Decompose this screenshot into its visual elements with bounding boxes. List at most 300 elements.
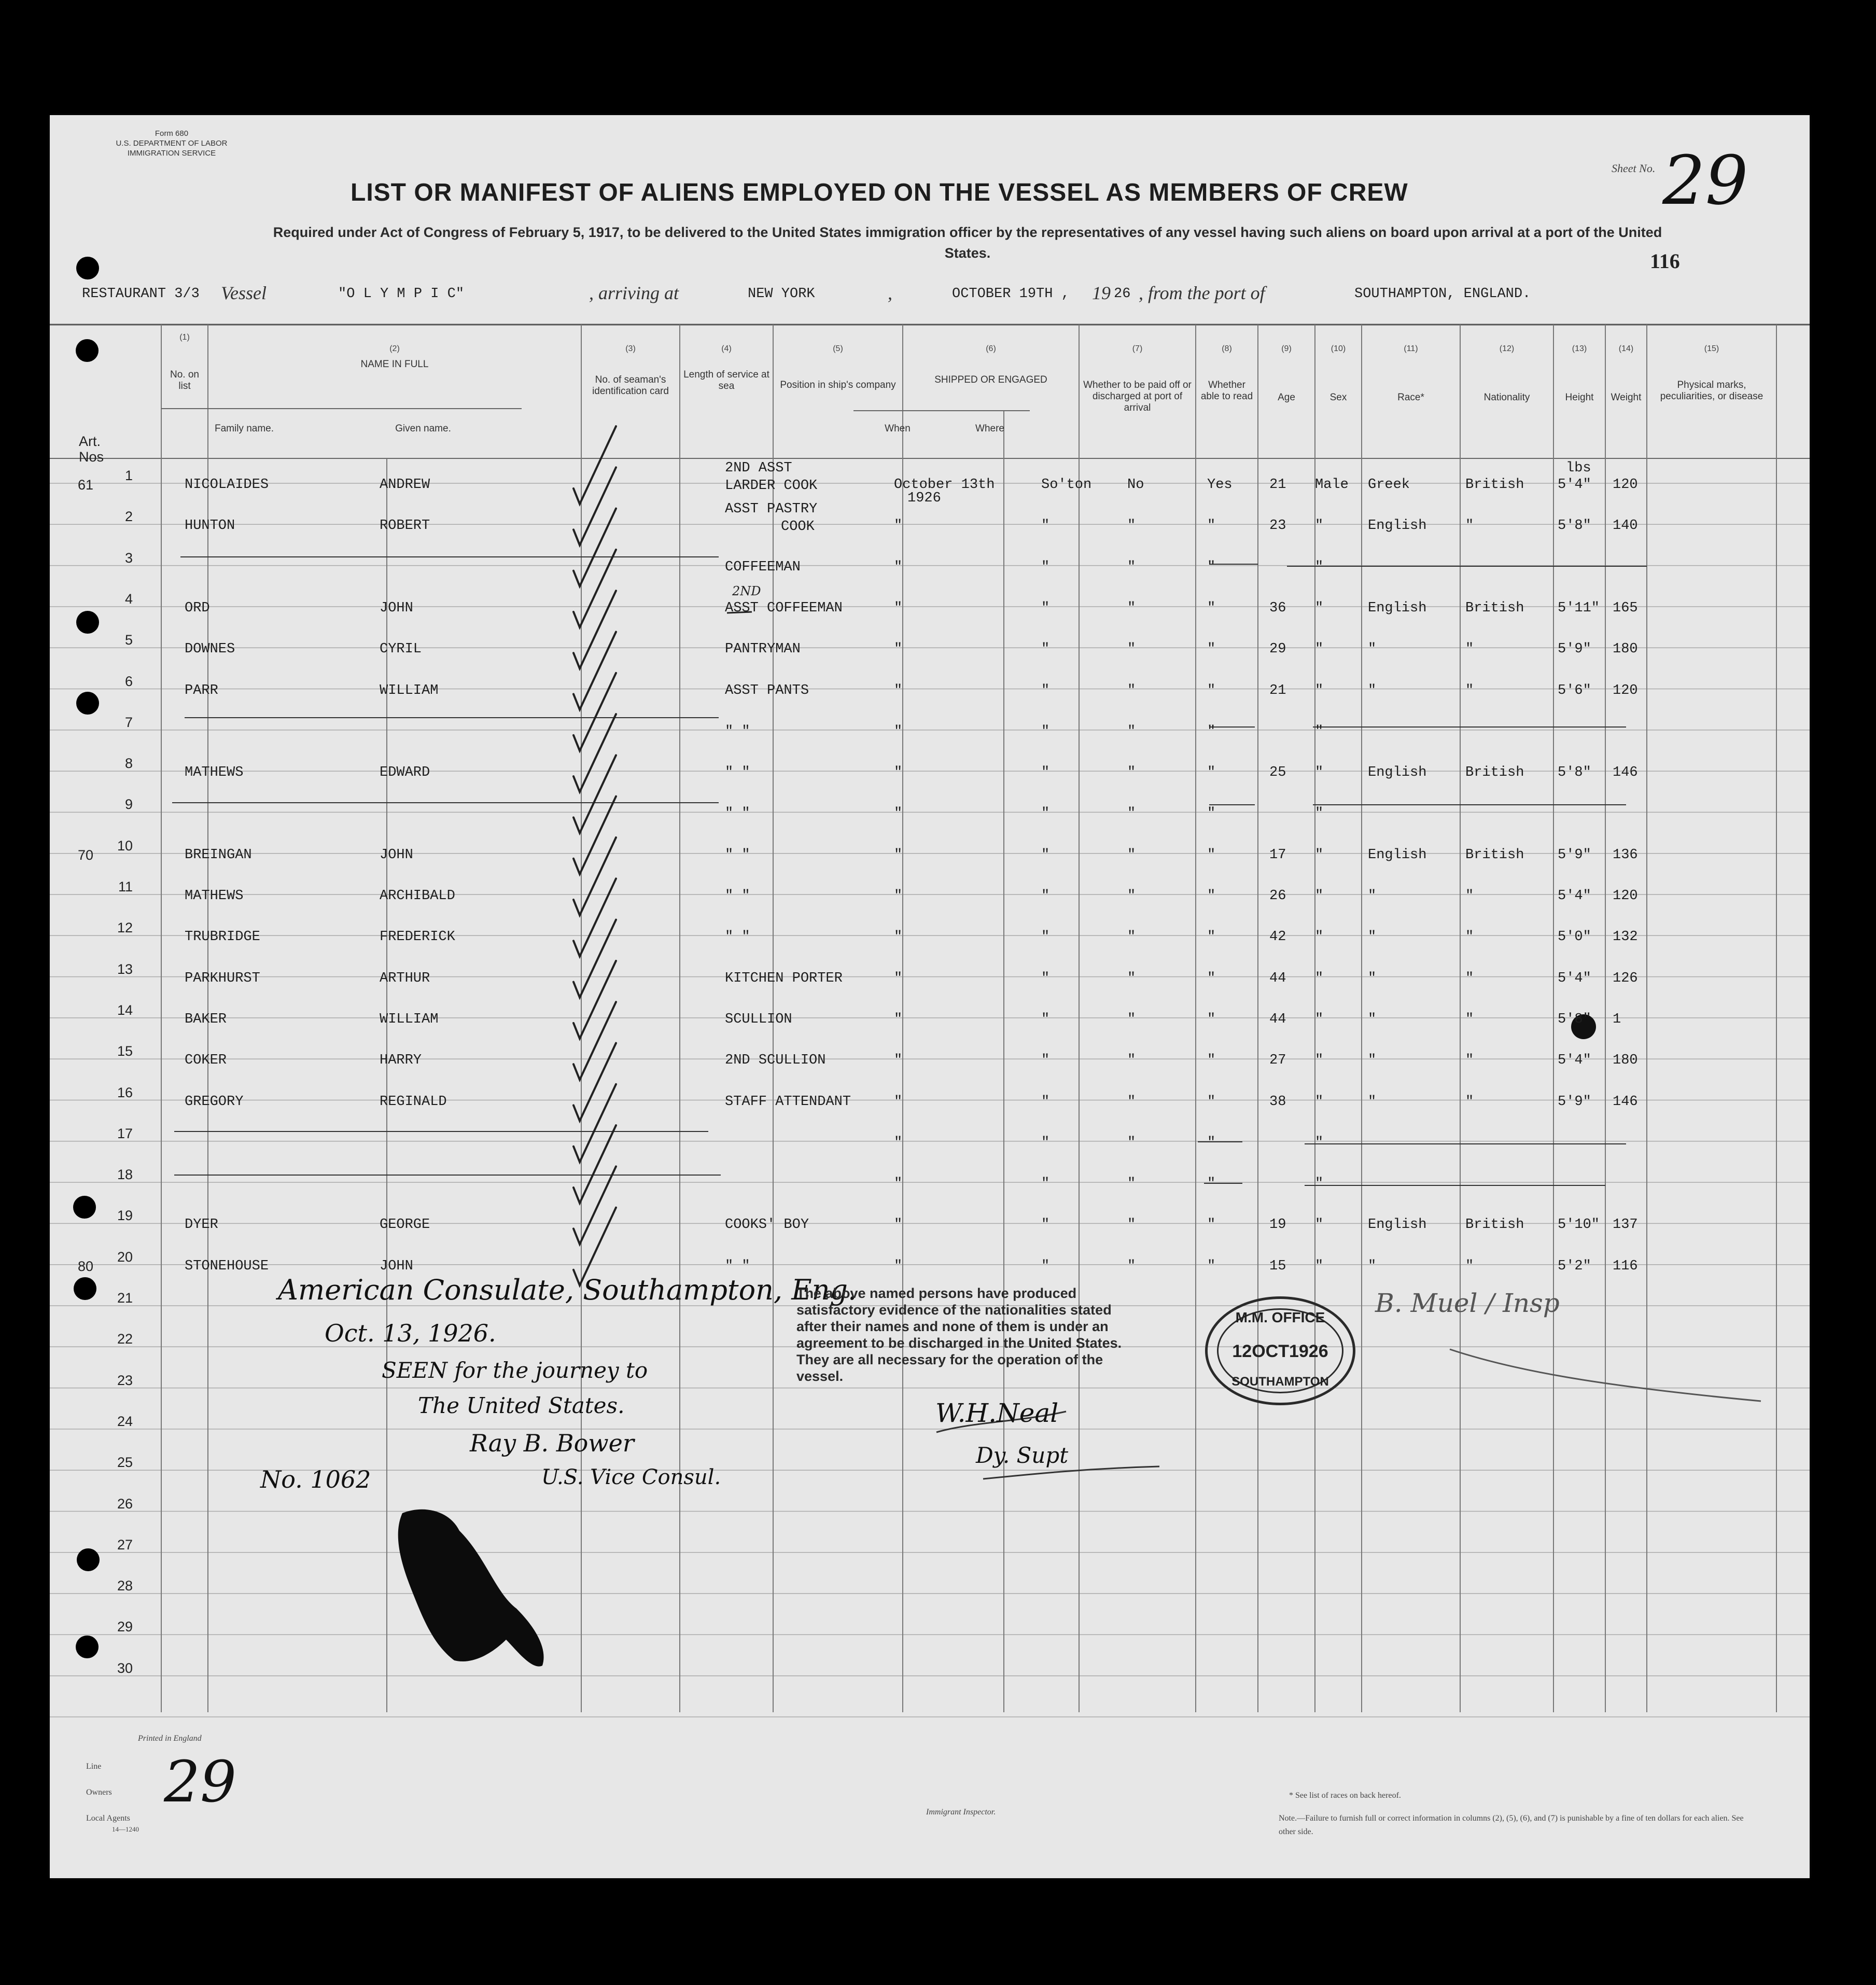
cell-no: 24 (117, 1413, 133, 1429)
cell-sex: " (1315, 1217, 1324, 1233)
cell-no: 20 (117, 1249, 133, 1265)
cell-no: 9 (124, 796, 133, 813)
inspector-initials: B. Muel / Insp (1375, 1288, 1560, 1318)
cell-where: " (1041, 1011, 1050, 1027)
cell-no: 8 (124, 756, 133, 772)
office-stamp (1205, 1296, 1355, 1405)
cell-height: 5'10" (1558, 1217, 1600, 1233)
cell-read: " (1207, 1011, 1216, 1027)
cell-when: " (894, 1094, 903, 1110)
cell-where: " (1041, 641, 1050, 658)
cell-art: 61 (78, 477, 94, 493)
cell-no: 7 (124, 714, 133, 730)
cell-weight: 180 (1613, 1053, 1638, 1069)
cell-pos: " " (725, 723, 750, 739)
cell-race: " (1368, 1053, 1377, 1069)
manifest-sheet (50, 115, 1810, 1878)
cell-sex: " (1315, 641, 1324, 658)
cell-no: 14 (117, 1002, 133, 1018)
cell-read: " (1207, 682, 1216, 698)
cell-family: STONEHOUSE (185, 1258, 269, 1274)
column-number: (3) (625, 344, 636, 353)
cell-where: " (1041, 806, 1050, 822)
cell-height: 5'2" (1558, 1258, 1591, 1274)
cell-given: ANDREW (380, 477, 430, 493)
row-lines (50, 483, 1810, 1717)
cell-height: 5'8" (1558, 1011, 1591, 1027)
cell-read: " (1207, 888, 1216, 904)
cell-where: " (1041, 765, 1050, 781)
column-number: (7) (1132, 344, 1143, 353)
cell-where: " (1041, 847, 1050, 863)
cell-read: " (1207, 929, 1216, 945)
cell-race: Greek (1368, 477, 1410, 493)
cell-race: English (1368, 765, 1427, 781)
cell-where: " (1041, 682, 1050, 698)
check-mark (573, 673, 616, 751)
cell-nat: " (1465, 1011, 1474, 1027)
column-header: Position in ship's company (780, 380, 896, 390)
cell-sex: " (1315, 806, 1324, 822)
cell-paid: " (1127, 723, 1136, 739)
cell-race: " (1368, 1011, 1377, 1027)
cell-sex: " (1315, 600, 1324, 616)
cell-family: PARKHURST (185, 970, 260, 986)
cell-age: 36 (1269, 600, 1286, 616)
cell-sex: " (1315, 1176, 1324, 1192)
cell-when: " (894, 559, 903, 575)
cell-where: " (1041, 1258, 1050, 1274)
cell-height: 5'11" (1558, 600, 1600, 616)
check-mark (573, 1166, 616, 1244)
cell-family: NICOLAIDES (185, 477, 269, 493)
cell-when2: 1926 (907, 491, 941, 506)
check-mark (573, 1125, 616, 1203)
cell-sex: " (1315, 929, 1324, 945)
cell-where: " (1041, 1053, 1050, 1069)
cell-age: 19 (1269, 1217, 1286, 1233)
document-title: LIST OR MANIFEST OF ALIENS EMPLOYED ON THE VESSEL AS MEMBERS OF CREW (351, 179, 1408, 206)
cell-paid: " (1127, 1094, 1136, 1110)
cell-sex: " (1315, 559, 1324, 575)
column-number: (8) (1222, 344, 1232, 353)
column-header: Age (1278, 392, 1295, 403)
cell-nat: " (1465, 888, 1474, 904)
cell-pos: " " (725, 765, 750, 781)
cell-height: 5'9" (1558, 1094, 1591, 1110)
cell-read: " (1207, 723, 1216, 739)
cell-age: 15 (1269, 1258, 1286, 1274)
vessel-name: "O L Y M P I C" (338, 286, 465, 302)
cell-where: " (1041, 559, 1050, 575)
column-header: NAME IN FULL (360, 359, 429, 370)
cell-sex: " (1315, 723, 1324, 739)
consul-title: U.S. Vice Consul. (541, 1465, 721, 1489)
line-label: Line (86, 1762, 102, 1771)
given-name-subheader: Given name. (395, 423, 451, 434)
cell-height: 5'8" (1558, 765, 1591, 781)
document-subtitle: Required under Act of Congress of February 5, 1917, to be delivered to the United States immigration officer by the representatives of any vessel having such aliens on board upon arrival at a port of the United States. (273, 225, 1662, 261)
when-subheader: When (885, 423, 911, 434)
cell-where: " (1041, 518, 1050, 534)
department-name: U.S. DEPARTMENT OF LABOR (116, 139, 228, 148)
cell-paid: " (1127, 600, 1136, 616)
cell-paid: " (1127, 1011, 1136, 1027)
column-header: Sex (1329, 392, 1347, 403)
cell-paid: " (1127, 888, 1136, 904)
cell-age: 21 (1269, 477, 1286, 493)
cell-where: " (1041, 1135, 1050, 1151)
check-mark (573, 1084, 616, 1162)
column-header: Race* (1397, 392, 1424, 403)
cell-nat: " (1465, 1053, 1474, 1069)
lbs-label: lbs (1566, 460, 1591, 476)
cell-pos2: LARDER COOK (725, 478, 818, 494)
printed-in: Printed in England (138, 1734, 202, 1743)
cell-paid: " (1127, 1217, 1136, 1233)
cell-age: 42 (1269, 929, 1286, 945)
cell-paid: " (1127, 1258, 1136, 1274)
cell-where: " (1041, 888, 1050, 904)
sheet-number: 29 (1662, 141, 1748, 220)
cell-when: " (894, 970, 903, 986)
certification-text: The above named persons have produced satisfactory evidence of the nationalities stated after their names and none of them is under an agreement to be discharged in the United States. They are all necessary for the operation of the vessel. (796, 1285, 1122, 1384)
where-subheader: Where (975, 423, 1004, 434)
cell-family: BREINGAN (185, 847, 252, 863)
cell-paid: " (1127, 559, 1136, 575)
cell-given: JOHN (380, 1258, 413, 1274)
cell-race: English (1368, 518, 1427, 534)
cell-weight: 136 (1613, 847, 1638, 863)
cell-where: So'ton (1041, 477, 1092, 493)
cell-race: English (1368, 847, 1427, 863)
cell-read: " (1207, 847, 1216, 863)
cell-height: 5'0" (1558, 929, 1591, 945)
cell-family: DYER (185, 1217, 218, 1233)
check-mark (573, 550, 616, 627)
cell-nat: " (1465, 970, 1474, 986)
cell-no: 17 (117, 1125, 133, 1141)
column-number: (2) (389, 344, 400, 353)
cell-height: 5'4" (1558, 1053, 1591, 1069)
cell-height: 5'4" (1558, 477, 1591, 493)
cell-no: 30 (117, 1660, 133, 1676)
cell-sex: " (1315, 765, 1324, 781)
cell-pos: " " (725, 929, 750, 945)
cell-when: " (894, 847, 903, 863)
cell-age: 29 (1269, 641, 1286, 658)
cell-pos: " " (725, 847, 750, 863)
cell-no: 6 (124, 673, 133, 689)
cell-nat: " (1465, 641, 1474, 658)
cell-pos: 2ND ASST (725, 460, 792, 476)
cell-pos: KITCHEN PORTER (725, 970, 843, 986)
cell-family: MATHEWS (185, 888, 244, 904)
cell-paid: " (1127, 682, 1136, 698)
cell-weight: 120 (1613, 682, 1638, 698)
binder-hole (77, 1548, 100, 1571)
check-mark (573, 796, 616, 874)
cell-where: " (1041, 1217, 1050, 1233)
cell-height: 5'8" (1558, 518, 1591, 534)
check-mark (573, 1002, 616, 1080)
cell-sex: " (1315, 1011, 1324, 1027)
cell-pos: 2ND SCULLION (725, 1053, 826, 1069)
cell-given: REGINALD (380, 1094, 447, 1110)
cell-race: " (1368, 682, 1377, 698)
art-nos-label: Art. Nos (79, 434, 104, 465)
column-number: (4) (721, 344, 732, 353)
check-marks (573, 426, 616, 1285)
cell-no: 27 (117, 1536, 133, 1553)
stamp-date: 12OCT1926 (1232, 1341, 1328, 1361)
cell-no: 2 (124, 509, 133, 525)
cell-pos: COOKS' BOY (725, 1217, 809, 1233)
official-signature: W.H.Neal (935, 1398, 1059, 1428)
column-header: Whether able to read (1200, 380, 1253, 402)
column-header: Physical marks, peculiarities, or disease (1660, 380, 1763, 402)
from-port-label: , from the port of (1139, 283, 1265, 303)
cell-given: JOHN (380, 847, 413, 863)
cell-given: CYRIL (380, 641, 422, 658)
cell-height: 5'6" (1558, 682, 1591, 698)
agent-number: 14—1240 (112, 1825, 139, 1833)
cell-race: English (1368, 600, 1427, 616)
cell-weight: 120 (1613, 477, 1638, 493)
cell-when: " (894, 1011, 903, 1027)
cell-age: 38 (1269, 1094, 1286, 1110)
cell-sex: " (1315, 1094, 1324, 1110)
column-header: Weight (1611, 392, 1642, 403)
cell-given: WILLIAM (380, 682, 439, 698)
owners-label: Owners (86, 1788, 112, 1797)
cell-when: " (894, 1258, 903, 1274)
cell-nat: British (1465, 765, 1524, 781)
cell-read: " (1207, 559, 1216, 575)
column-header: Height (1565, 392, 1594, 403)
cell-family: BAKER (185, 1011, 227, 1027)
form-number: Form 680 (155, 129, 189, 138)
cell-age: 25 (1269, 765, 1286, 781)
cell-race: " (1368, 970, 1377, 986)
cell-age: 17 (1269, 847, 1286, 863)
stamp-location: SOUTHAMPTON (1231, 1375, 1329, 1389)
cell-no: 23 (117, 1372, 133, 1388)
cell-when: October 13th (894, 477, 995, 493)
column-number: (10) (1331, 344, 1346, 353)
cell-race: " (1368, 641, 1377, 658)
cell-read: " (1207, 1094, 1216, 1110)
check-mark (573, 837, 616, 915)
vessel-label: Vessel (221, 283, 267, 303)
cell-pos: ASST PASTRY (725, 501, 818, 518)
column-number: (14) (1618, 344, 1634, 353)
cell-no: 29 (117, 1619, 133, 1635)
cell-when: " (894, 518, 903, 534)
check-mark (573, 1043, 616, 1121)
sheet-label: Sheet No. (1612, 162, 1656, 175)
cell-race: " (1368, 929, 1377, 945)
cell-weight: 137 (1613, 1217, 1638, 1233)
fee-number: No. 1062 (260, 1465, 371, 1493)
check-mark (573, 632, 616, 710)
cell-no: 4 (124, 591, 133, 607)
column-number: (11) (1404, 344, 1418, 353)
cell-sex: " (1315, 1135, 1324, 1151)
cell-weight: 120 (1613, 888, 1638, 904)
cell-weight: 146 (1613, 765, 1638, 781)
binder-hole (76, 1635, 99, 1658)
cell-family: COKER (185, 1053, 227, 1069)
cell-age: 26 (1269, 888, 1286, 904)
cell-read: " (1207, 970, 1216, 986)
penalty-note: Note.—Failure to furnish full or correct information in columns (2), (5), (6), and (7) is punishable by a fine of ten dollars for each alien. See other side. (1279, 1814, 1744, 1836)
cell-no: 1 (124, 468, 133, 483)
arrival-port: NEW YORK (748, 286, 815, 302)
cell-when: " (894, 641, 903, 658)
check-mark (573, 426, 616, 504)
cell-read: Yes (1207, 477, 1233, 493)
cell-age: 27 (1269, 1053, 1286, 1069)
column-header: No. on list (170, 369, 199, 392)
departure-port: SOUTHAMPTON, ENGLAND. (1354, 286, 1531, 302)
cell-sex: " (1315, 682, 1324, 698)
column-header: Whether to be paid off or discharged at port of arrival (1083, 380, 1192, 413)
check-mark (573, 467, 616, 545)
arrival-date: OCTOBER 19TH , (952, 286, 1070, 302)
cell-age: 44 (1269, 970, 1286, 986)
check-mark (573, 714, 616, 792)
cell-when: " (894, 929, 903, 945)
column-number: (12) (1499, 344, 1515, 353)
cell-pos: " " (725, 1258, 750, 1274)
check-mark (573, 920, 616, 998)
cell-nat: British (1465, 477, 1524, 493)
cell-no: 19 (117, 1208, 133, 1224)
cell-when: " (894, 1217, 903, 1233)
cell-paid: " (1127, 1176, 1136, 1192)
cell-no: 25 (117, 1455, 133, 1471)
cell-when: " (894, 1135, 903, 1151)
arriving-label: , arriving at (589, 283, 679, 303)
cell-weight: 140 (1613, 518, 1638, 534)
check-mark (573, 878, 616, 956)
cell-weight: 165 (1613, 600, 1638, 616)
column-number: (9) (1281, 344, 1292, 353)
comma: , (888, 283, 892, 303)
cell-given: FREDERICK (380, 929, 455, 945)
cell-given: GEORGE (380, 1217, 430, 1233)
immigrant-inspector-label: Immigrant Inspector. (926, 1808, 996, 1816)
check-mark (573, 509, 616, 586)
cell-no: 26 (117, 1495, 133, 1512)
cell-where: " (1041, 929, 1050, 945)
cell-given: EDWARD (380, 765, 430, 781)
cell-paid: " (1127, 641, 1136, 658)
cell-no: 28 (117, 1578, 133, 1594)
cell-family: GREGORY (185, 1094, 244, 1110)
cell-nat: British (1465, 847, 1524, 863)
cell-age: 23 (1269, 518, 1286, 534)
cell-height: 5'4" (1558, 888, 1591, 904)
cell-given: ARCHIBALD (380, 888, 455, 904)
consulate-line: American Consulate, Southampton, Eng. (278, 1274, 857, 1306)
cell-height: 5'9" (1558, 641, 1591, 658)
cell-family: PARR (185, 682, 218, 698)
binder-hole (73, 1196, 96, 1219)
cell-paid: " (1127, 1053, 1136, 1069)
cell-family: DOWNES (185, 641, 235, 658)
family-name-subheader: Family name. (214, 423, 274, 434)
cell-where: " (1041, 1094, 1050, 1110)
cell-pos: SCULLION (725, 1011, 792, 1027)
cell-no: 16 (117, 1084, 133, 1100)
cell-weight: 180 (1613, 641, 1638, 658)
cell-no: 3 (124, 550, 133, 566)
cell-height: 5'9" (1558, 847, 1591, 863)
column-header: Length of service at sea (683, 369, 769, 392)
cell-sex: " (1315, 518, 1324, 534)
check-mark (573, 755, 616, 833)
cell-given: ARTHUR (380, 970, 430, 986)
cell-pos2: COOK (781, 519, 815, 535)
cell-art: 80 (78, 1258, 94, 1274)
check-mark (573, 591, 616, 668)
cell-when: " (894, 1176, 903, 1192)
cell-paid: " (1127, 929, 1136, 945)
cell-given: ROBERT (380, 518, 430, 534)
cell-read: " (1207, 518, 1216, 534)
stamp-office: M.M. OFFICE (1235, 1309, 1325, 1325)
cell-no: 21 (117, 1290, 133, 1306)
cell-race: " (1368, 1094, 1377, 1110)
cell-read: " (1207, 806, 1216, 822)
cell-art: 70 (78, 847, 94, 863)
binder-hole (76, 339, 99, 362)
cell-paid: " (1127, 1135, 1136, 1151)
cell-family: MATHEWS (185, 765, 244, 781)
cell-when: " (894, 723, 903, 739)
binder-hole (76, 611, 99, 634)
cell-no: 15 (117, 1043, 133, 1059)
column-number: (1) (179, 333, 190, 342)
cell-when: " (894, 1053, 903, 1069)
cell-nat: " (1465, 518, 1474, 534)
cell-pos: ASST COFFEEMAN (725, 600, 843, 616)
cell-no: 11 (118, 879, 133, 894)
cell-where: " (1041, 1176, 1050, 1192)
cell-nat: " (1465, 1094, 1474, 1110)
official-title: Dy. Supt (976, 1443, 1069, 1468)
cell-no: 12 (117, 920, 133, 936)
cell-pos: " " (725, 888, 750, 904)
cell-when: " (894, 888, 903, 904)
cell-family: ORD (185, 600, 210, 616)
cell-paid: " (1127, 765, 1136, 781)
cell-pos: COFFEEMAN (725, 559, 801, 575)
cell-family: HUNTON (185, 518, 235, 534)
cell-sex: " (1315, 888, 1324, 904)
cell-read: " (1207, 1258, 1216, 1274)
consul-signature: Ray B. Bower (470, 1429, 634, 1457)
cell-weight: 132 (1613, 929, 1638, 945)
consulate-date: Oct. 13, 1926. (325, 1319, 496, 1347)
binder-hole (74, 1277, 96, 1300)
column-header: Nationality (1483, 392, 1530, 403)
column-number: (15) (1704, 344, 1719, 353)
cell-race: " (1368, 888, 1377, 904)
cell-given: JOHN (380, 600, 413, 616)
